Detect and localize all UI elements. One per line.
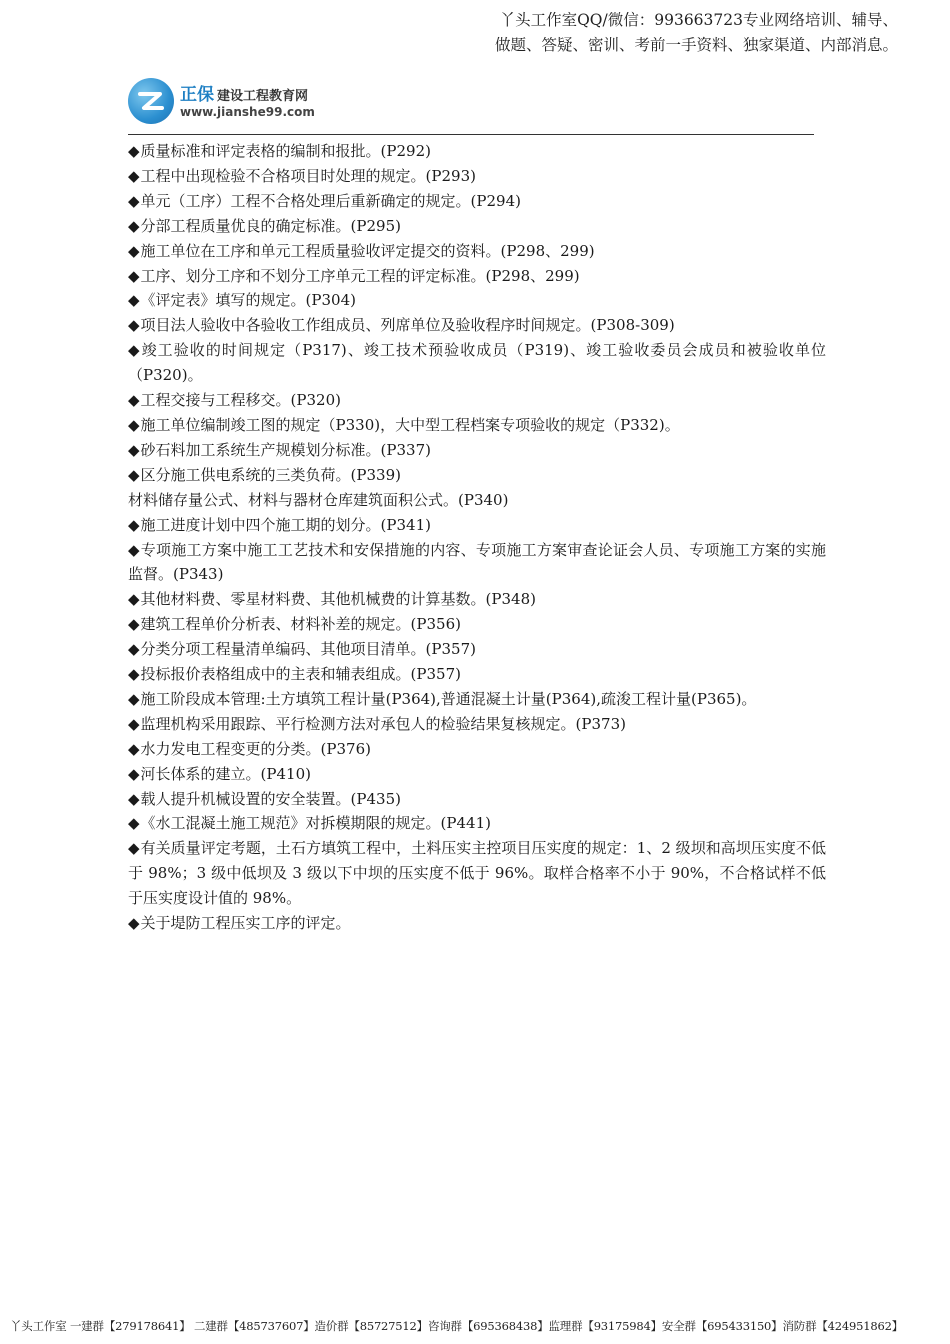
header-note: [428, 8, 898, 58]
list-item-text: 分部工程质量优良的确定标准。(P295): [140, 216, 401, 235]
list-item-text: 载人提升机械设置的安全装置。(P435): [140, 789, 401, 808]
list-item-text: 关于堤防工程压实工序的评定。: [140, 914, 351, 933]
diamond-bullet-icon: ◆: [128, 615, 140, 634]
list-item-text: 材料储存量公式、材料与器材仓库建筑面积公式。(P340): [128, 490, 509, 509]
list-item: [128, 637, 826, 662]
list-item: [128, 438, 826, 463]
list-item-text: 《评定表》填写的规定。(P304): [140, 291, 356, 310]
list-item-text: 质量标准和评定表格的编制和报批。(P292): [140, 142, 431, 160]
list-item: [128, 737, 826, 762]
list-item-text: 施工进度计划中四个施工期的划分。(P341): [140, 515, 431, 534]
header-divider: [128, 134, 814, 135]
diamond-bullet-icon: ◆: [128, 665, 140, 684]
diamond-bullet-icon: ◆: [128, 515, 140, 534]
list-item-text: 施工单位编制竣工图的规定（P330)，大中型工程档案专项验收的规定（P332)。: [140, 415, 680, 434]
list-item-text: 工序、划分工序和不划分工序单元工程的评定标准。(P298、299): [140, 266, 580, 285]
list-item: [128, 488, 826, 513]
diamond-bullet-icon: ◆: [128, 764, 140, 783]
diamond-bullet-icon: ◆: [128, 739, 140, 758]
list-item: [128, 662, 826, 687]
logo-brand: [180, 80, 308, 105]
list-item-text: 专项施工方案中施工工艺技术和安保措施的内容、专项施工方案审查论证会人员、专项施工方案的实施监督。(P343): [128, 540, 826, 584]
list-item-text: 有关质量评定考题，土石方填筑工程中，土料压实主控项目压实度的规定：1、2 级坝和高坝压实度不低于 98%；3 级中低坝及 3 级以下中坝的压实度不低于 96%。取样合格率不小于 90%，不合格试样不低于压实度设计值的 98%。: [128, 839, 826, 908]
list-item: [128, 313, 826, 338]
list-item: [128, 164, 826, 189]
list-item: [128, 762, 826, 787]
list-item-text: 河长体系的建立。(P410): [140, 764, 311, 783]
diamond-bullet-icon: ◆: [128, 142, 140, 160]
list-item: [128, 538, 826, 588]
diamond-bullet-icon: ◆: [128, 914, 140, 933]
list-item: [128, 787, 826, 812]
logo-url: www.jianshe99.com: [180, 105, 315, 119]
logo-badge-icon: [128, 78, 174, 124]
list-item-text: 分类分项工程量清单编码、其他项目清单。(P357): [140, 640, 476, 659]
list-item: [128, 911, 826, 936]
diamond-bullet-icon: ◆: [128, 241, 140, 260]
list-item: [128, 264, 826, 289]
list-item-text: 砂石料加工系统生产规模划分标准。(P337): [140, 440, 431, 459]
list-item: [128, 587, 826, 612]
list-item-text: 项目法人验收中各验收工作组成员、列席单位及验收程序时间规定。(P308-309): [140, 316, 675, 335]
list-item: [128, 811, 826, 836]
header-note-line-1: 丫头工作室QQ/微信：993663723专业网络培训、辅导、: [499, 11, 898, 29]
diamond-bullet-icon: ◆: [128, 391, 140, 410]
diamond-bullet-icon: ◆: [128, 266, 140, 285]
list-item-text: 《水工混凝土施工规范》对拆模期限的规定。(P441): [140, 814, 491, 833]
list-item: [128, 513, 826, 538]
list-item-text: 其他材料费、零星材料费、其他机械费的计算基数。(P348): [140, 590, 536, 609]
list-item-text: 工程交接与工程移交。(P320): [140, 391, 341, 410]
list-item-text: 施工单位在工序和单元工程质量验收评定提交的资料。(P298、299): [140, 241, 595, 260]
diamond-bullet-icon: ◆: [128, 814, 140, 833]
diamond-bullet-icon: ◆: [128, 640, 140, 659]
diamond-bullet-icon: ◆: [128, 590, 140, 609]
diamond-bullet-icon: ◆: [128, 191, 140, 210]
diamond-bullet-icon: ◆: [128, 316, 140, 335]
diamond-bullet-icon: ◆: [128, 839, 140, 858]
list-item-text: 竣工验收的时间规定（P317)、竣工技术预验收成员（P319)、竣工验收委员会成员和被验收单位（P320)。: [128, 341, 827, 385]
list-item-text: 施工阶段成本管理:土方填筑工程计量(P364),普通混凝土计量(P364),疏浚工程计量(P365)。: [140, 689, 757, 708]
list-item-text: 单元（工序）工程不合格处理后重新确定的规定。(P294): [140, 191, 521, 210]
list-item: [128, 338, 826, 388]
footer-group-list: 丫头工作室 一建群【279178641】 二建群【485737607】造价群【85727512】咨询群【695368438】监理群【93175984】安全群【695433150】消防群【424951862】: [10, 1319, 904, 1333]
document-body: [128, 139, 826, 936]
list-item: [128, 413, 826, 438]
diamond-bullet-icon: ◆: [128, 166, 140, 185]
list-item: [128, 214, 826, 239]
list-item: [128, 139, 826, 164]
header-note-line-2: 做题、答疑、密训、考前一手资料、独家渠道、内部消息。: [494, 36, 898, 54]
diamond-bullet-icon: ◆: [128, 440, 140, 459]
list-item-text: 建筑工程单价分析表、材料补差的规定。(P356): [140, 615, 461, 634]
diamond-bullet-icon: ◆: [128, 540, 140, 559]
list-item-text: 工程中出现检验不合格项目时处理的规定。(P293): [140, 166, 476, 185]
diamond-bullet-icon: ◆: [128, 789, 140, 808]
list-item-text: 区分施工供电系统的三类负荷。(P339): [140, 465, 401, 484]
logo-brand-name: 正保: [180, 85, 214, 105]
diamond-bullet-icon: ◆: [128, 689, 140, 708]
brand-logo: [128, 78, 338, 126]
list-item-text: 投标报价表格组成中的主表和辅表组成。(P357): [140, 665, 461, 684]
list-item: [128, 463, 826, 488]
diamond-bullet-icon: ◆: [128, 216, 140, 235]
list-item-text: 监理机构采用跟踪、平行检测方法对承包人的检验结果复核规定。(P373): [140, 714, 626, 733]
diamond-bullet-icon: ◆: [128, 714, 140, 733]
list-item: [128, 687, 826, 712]
diamond-bullet-icon: ◆: [128, 415, 140, 434]
diamond-bullet-icon: ◆: [128, 341, 141, 360]
list-item: [128, 239, 826, 264]
diamond-bullet-icon: ◆: [128, 291, 140, 310]
logo-subtitle: 建设工程教育网: [217, 89, 309, 104]
list-item: [128, 388, 826, 413]
list-item-text: 水力发电工程变更的分类。(P376): [140, 739, 371, 758]
list-item: [128, 836, 826, 911]
list-item: [128, 712, 826, 737]
list-item: [128, 288, 826, 313]
diamond-bullet-icon: ◆: [128, 465, 140, 484]
list-item: [128, 612, 826, 637]
list-item: [128, 189, 826, 214]
